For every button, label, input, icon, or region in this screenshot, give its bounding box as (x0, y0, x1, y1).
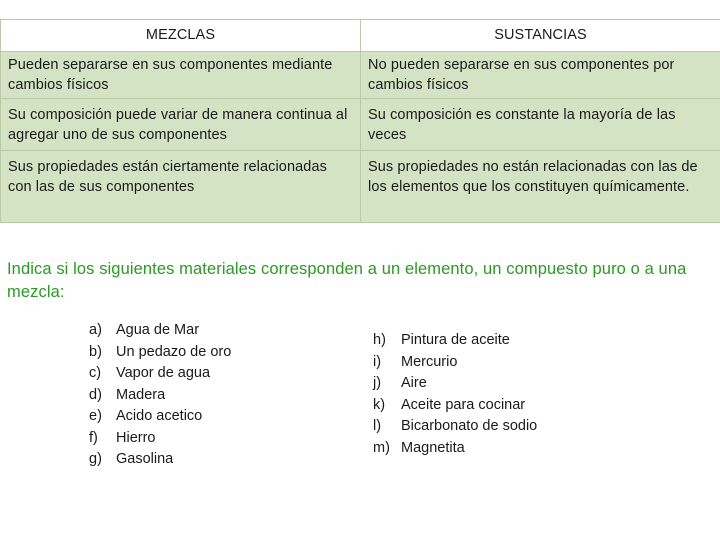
list-item (373, 373, 537, 395)
list-item-text: Hierro (116, 429, 156, 446)
table-cell: Sus propiedades no están relacionadas con las de los elementos que los constituyen químicamente. (361, 151, 720, 223)
list-item-text: Mercurio (401, 353, 458, 370)
table-row (1, 52, 720, 99)
list-marker: f) (89, 429, 98, 446)
list-marker: d) (89, 386, 102, 403)
list-marker: e) (89, 408, 102, 424)
list-item-text: Un pedazo de oro (116, 343, 232, 360)
list-item (373, 395, 537, 417)
list-marker: k) (373, 396, 386, 413)
table-row (1, 99, 720, 151)
list-item (373, 330, 537, 352)
materials-list-left (89, 320, 231, 471)
list-item-text: Gasolina (116, 451, 174, 467)
list-item (89, 320, 231, 342)
list-item-text: Agua de Mar (116, 322, 200, 338)
list-item-text: Magnetita (401, 439, 465, 456)
list-item-text: Aire (401, 375, 427, 391)
header-mezclas: MEZCLAS (1, 20, 361, 52)
list-item-text: Bicarbonato de sodio (401, 418, 538, 434)
list-item-text: Pintura de aceite (401, 332, 510, 348)
table-cell: Pueden separarse en sus componentes mediante cambios físicos (1, 52, 361, 99)
table-cell: Su composición es constante la mayoría de las veces (361, 99, 720, 151)
list-item (373, 438, 537, 460)
comparison-table (0, 19, 720, 223)
list-item (373, 352, 537, 374)
list-item (89, 342, 231, 364)
list-item-text: Madera (116, 386, 166, 403)
question-text: Indica si los siguientes materiales corresponden a un elemento, un compuesto puro o a una mezcla: (7, 260, 687, 301)
list-item (373, 416, 537, 438)
list-item-text: Aceite para cocinar (401, 396, 526, 413)
list-marker: g) (89, 451, 102, 467)
list-marker: b) (89, 343, 102, 360)
materials-list-right (373, 330, 537, 459)
list-marker: j) (373, 375, 382, 391)
list-item (89, 428, 231, 450)
header-sustancias: SUSTANCIAS (361, 20, 720, 52)
list-marker: a) (89, 322, 102, 338)
list-marker: m) (373, 439, 390, 456)
table-row (1, 151, 720, 223)
table-cell: Sus propiedades están ciertamente relacionadas con las de sus componentes (1, 151, 361, 223)
table-cell: Su composición puede variar de manera continua al agregar uno de sus componentes (1, 99, 361, 151)
list-marker: c) (89, 365, 102, 381)
list-item-text: Acido acetico (116, 408, 203, 424)
list-marker: l) (373, 418, 382, 434)
list-marker: h) (373, 332, 386, 348)
list-item-text: Vapor de agua (116, 365, 211, 381)
list-item (89, 406, 231, 428)
table-header-row (1, 20, 720, 52)
list-item (89, 385, 231, 407)
table-cell: No pueden separarse en sus componentes por cambios físicos (361, 52, 720, 99)
list-item (89, 449, 231, 471)
list-item (89, 363, 231, 385)
list-marker: i) (373, 353, 382, 370)
